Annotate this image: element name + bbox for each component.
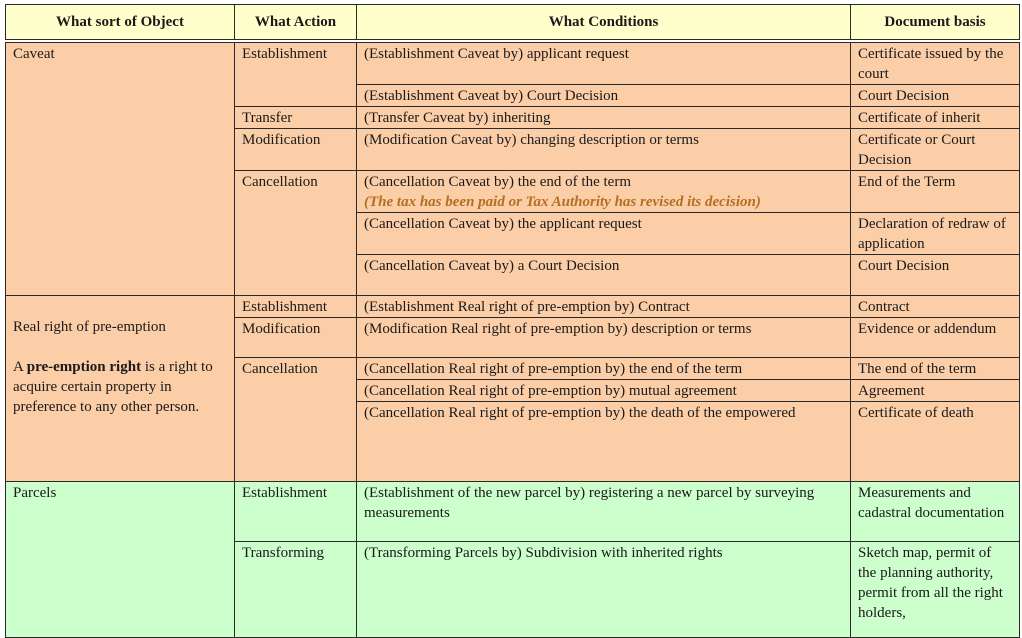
header-conditions: What Conditions [357,5,851,40]
object-parcels: Parcels [6,482,235,638]
condition-cell: (Establishment Caveat by) Court Decision [357,85,851,107]
action-caveat-transfer: Transfer [235,107,357,129]
action-caveat-modification: Modification [235,129,357,171]
document-cell: Court Decision [851,85,1020,107]
header-document: Document basis [851,5,1020,40]
document-cell: Contract [851,296,1020,318]
header-row [6,5,1020,40]
definition-lead: A [13,359,24,375]
definition-term: pre-emption right [26,359,142,375]
header-action: What Action [235,5,357,40]
document-cell: Certificate or Court Decision [851,129,1020,171]
document-cell: Declaration of redraw of application [851,213,1020,255]
condition-cell: (Modification Caveat by) changing description or terms [357,129,851,171]
condition-cell: (Establishment Real right of pre-emption by) Contract [357,296,851,318]
object-definition [13,357,228,417]
document-cell: Evidence or addendum [851,318,1020,358]
action-preemption-modification: Modification [235,318,357,358]
document-cell: Certificate of inherit [851,107,1020,129]
object-preemption [6,296,235,482]
condition-cell: (Cancellation Caveat by) a Court Decision [357,255,851,296]
condition-cell: (Cancellation Real right of pre-emption by) the death of the empowered [357,402,851,482]
action-parcels-transforming: Transforming [235,542,357,638]
action-preemption-establishment: Establishment [235,296,357,318]
document-cell: End of the Term [851,171,1020,213]
condition-text: (Cancellation Caveat by) the end of the term [364,174,631,190]
condition-cell: (Transforming Parcels by) Subdivision with inherited rights [357,542,851,638]
rights-table [5,4,1020,638]
document-cell: Agreement [851,380,1020,402]
table-row [6,482,1020,542]
condition-cell: (Transfer Caveat by) inheriting [357,107,851,129]
condition-cell: (Establishment Caveat by) applicant request [357,43,851,85]
definition-rest: is a right to acquire certain property in preference to any other person. [13,359,213,415]
condition-cell: (Cancellation Caveat by) the applicant request [357,213,851,255]
condition-note: (The tax has been paid or Tax Authority has revised its decision) [364,194,761,210]
condition-cell: (Cancellation Real right of pre-emption by) the end of the term [357,358,851,380]
document-cell: Court Decision [851,255,1020,296]
action-preemption-cancellation: Cancellation [235,358,357,482]
table-row [6,296,1020,318]
condition-cell: (Cancellation Real right of pre-emption by) mutual agreement [357,380,851,402]
action-caveat-establishment: Establishment [235,43,357,107]
document-cell: Certificate issued by the court [851,43,1020,85]
document-cell: Measurements and cadastral documentation [851,482,1020,542]
document-cell: Certificate of death [851,402,1020,482]
condition-cell [357,171,851,213]
object-title: Real right of pre-emption [13,319,166,335]
object-caveat: Caveat [6,43,235,296]
document-cell: The end of the term [851,358,1020,380]
action-caveat-cancellation: Cancellation [235,171,357,296]
header-object: What sort of Object [6,5,235,40]
condition-cell: (Establishment of the new parcel by) registering a new parcel by surveying measurements [357,482,851,542]
action-parcels-establishment: Establishment [235,482,357,542]
condition-cell: (Modification Real right of pre-emption by) description or terms [357,318,851,358]
table-row [6,43,1020,85]
document-cell: Sketch map, permit of the planning authority, permit from all the right holders, [851,542,1020,638]
